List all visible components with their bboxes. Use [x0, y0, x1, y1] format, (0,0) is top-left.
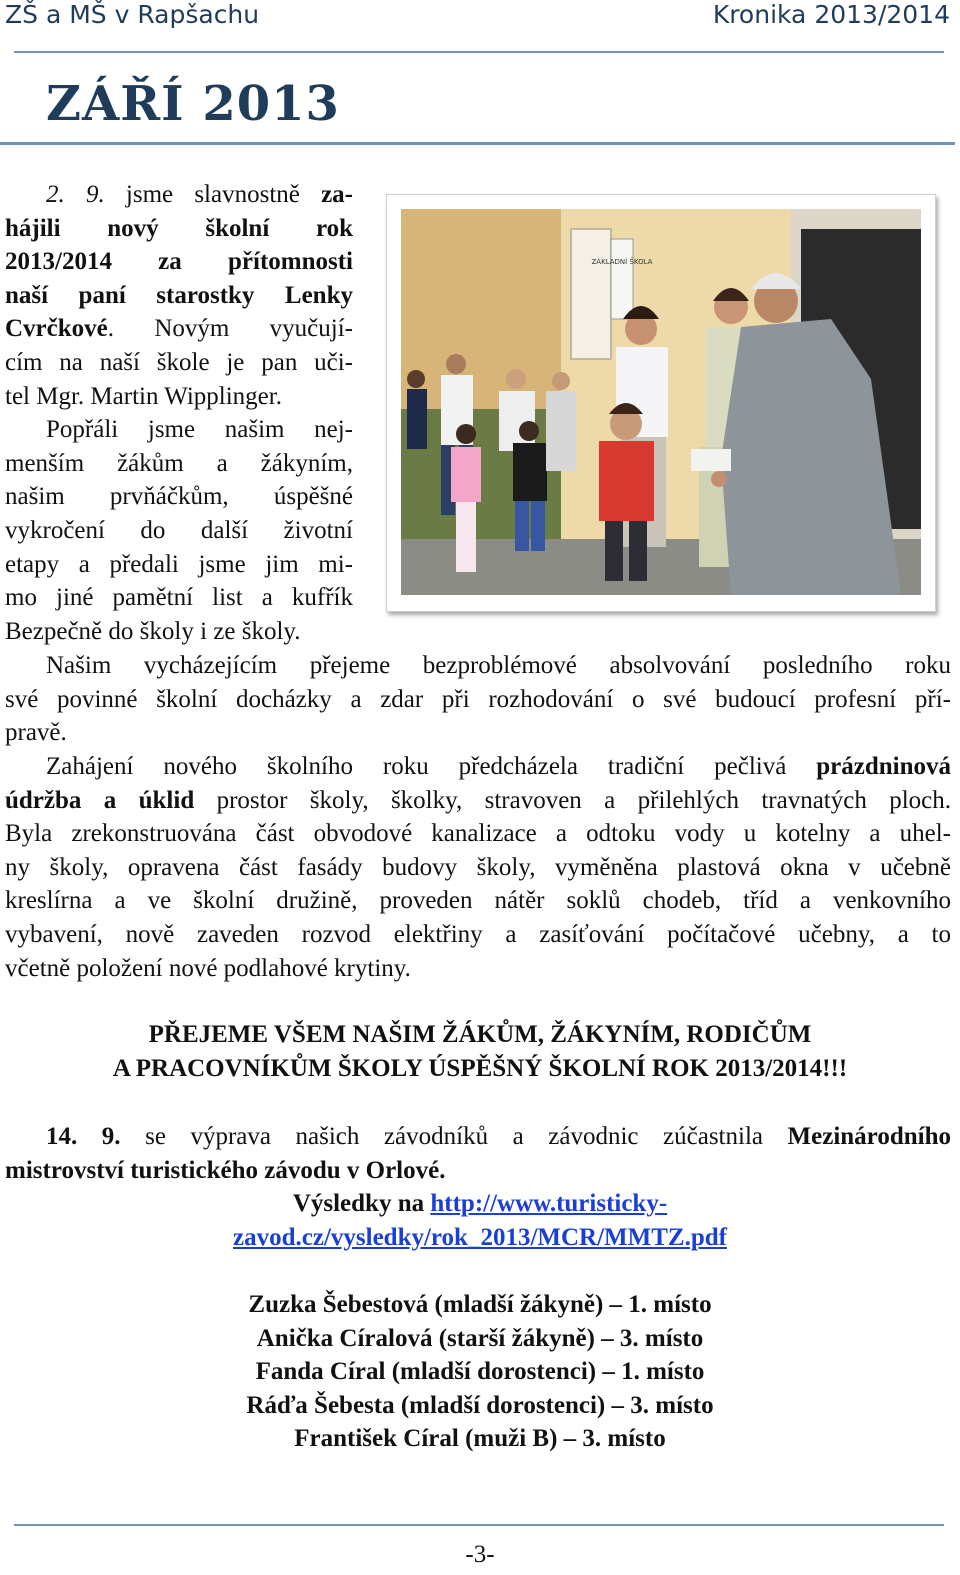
wish-line: A PRACOVNÍKŮM ŠKOLY ÚSPĚŠNÝ ŠKOLNÍ ROK 2013/2014!!!	[112, 1054, 848, 1082]
text-line: vybavení, nově zaveden rozvod elektřiny a zasíťování počítačové učebny, a to	[5, 920, 951, 948]
result-item: František Círal (muži B) – 3. místo	[294, 1425, 666, 1453]
text-line: 14. 9. se výprava našich závodníků a závodnic zúčastnila Mezinárodního	[46, 1123, 951, 1150]
text-line: 2013/2014 za přítomnosti	[5, 248, 353, 276]
text-line: naší paní starostky Lenky	[5, 281, 353, 309]
footer-divider	[14, 1524, 944, 1526]
text-line: menším žákům a žákyním,	[5, 449, 353, 477]
text-line: Našim vycházejícím přejeme bezproblémové absolvování posledního roku	[46, 652, 951, 679]
text-line: Zahájení nového školního roku předcházela tradiční pečlivá prázdninová	[46, 753, 951, 780]
result-item: Fanda Círal (mladší dorostenci) – 1. místo	[255, 1358, 705, 1386]
text-line: údržba a úklid prostor školy, školky, stravoven a přilehlých travnatých ploch.	[5, 786, 951, 814]
text-line: Byla zrekonstruována část obvodové kanalizace a odtoku vody u kotelny a uhel-	[5, 820, 951, 848]
photo-illustration	[401, 209, 921, 595]
text-line: Bezpečně do školy i ze školy.	[5, 617, 301, 645]
text-line: pravě.	[5, 719, 67, 747]
race-paragraph	[5, 1120, 951, 1187]
text-line: mo jiné pamětní list a kufřík	[5, 584, 353, 612]
leavers-paragraph	[5, 649, 951, 750]
page-number: -3-	[465, 1541, 495, 1568]
text-line: cím na naší škole je pan uči-	[5, 348, 353, 376]
text-line: hájili nový školní rok	[5, 214, 353, 242]
text-line: ny školy, opravena část fasády budovy školy, vyměněna plastová okna v učebně	[5, 853, 951, 881]
text-line: 2. 9. jsme slavnostně za-	[46, 181, 353, 208]
result-item: Zuzka Šebestová (mladší žákyně) – 1. místo	[248, 1291, 712, 1318]
text-line: etapy a předali jsme jim mi-	[5, 550, 353, 578]
result-item: Anička Círalová (starší žákyně) – 3. místo	[256, 1324, 704, 1352]
text-line: své povinné školní docházky a zdar při rozhodování o své budoucí profesní pří-	[5, 685, 951, 713]
text-line: Cvrčkové. Novým vyučují-	[5, 315, 353, 343]
text-line: Popřáli jsme našim nej-	[46, 416, 353, 444]
text-line	[0, 1221, 960, 1255]
maintenance-paragraph	[5, 750, 951, 985]
text-line: kreslírna a ve školní družině, proveden nátěr soklů chodeb, tříd a venkovního	[5, 887, 951, 915]
text-line: včetně položení nové podlahové krytiny.	[5, 954, 411, 982]
header-school-name: ZŠ a MŠ v Rapšachu	[5, 0, 260, 29]
title-divider	[0, 142, 955, 145]
results-list	[0, 1288, 960, 1456]
school-year-wish	[0, 1018, 960, 1085]
text-line: tel Mgr. Martin Wipplinger.	[5, 382, 282, 410]
page-title: ZÁŘÍ 2013	[46, 76, 340, 132]
text-line: vykročení do další životní	[5, 516, 353, 544]
header-chronicle-year: Kronika 2013/2014	[712, 0, 950, 29]
page-header	[0, 0, 960, 34]
wish-line: PŘEJEME VŠEM NAŠIM ŽÁKŮM, ŽÁKYNÍM, RODIČŮM	[148, 1021, 812, 1048]
results-link-part-1[interactable]: http://www.turisticky-	[430, 1190, 668, 1217]
text-line: našim prvňáčkům, úspěšné	[5, 483, 353, 511]
opening-paragraph	[5, 178, 353, 648]
text-line: mistrovství turistického závodu v Orlové.	[5, 1156, 446, 1184]
result-item: Ráďa Šebesta (mladší dorostenci) – 3. místo	[246, 1391, 714, 1419]
results-link-part-2[interactable]: zavod.cz/vysledky/rok_2013/MCR/MMTZ.pdf	[233, 1223, 727, 1251]
text-line: Výsledky na http://www.turisticky-	[292, 1190, 668, 1217]
header-divider	[14, 51, 944, 53]
school-opening-photo	[386, 194, 936, 612]
results-link-block	[0, 1187, 960, 1254]
sign-text: ZÁKLADNÍ ŠKOLA	[591, 258, 653, 266]
